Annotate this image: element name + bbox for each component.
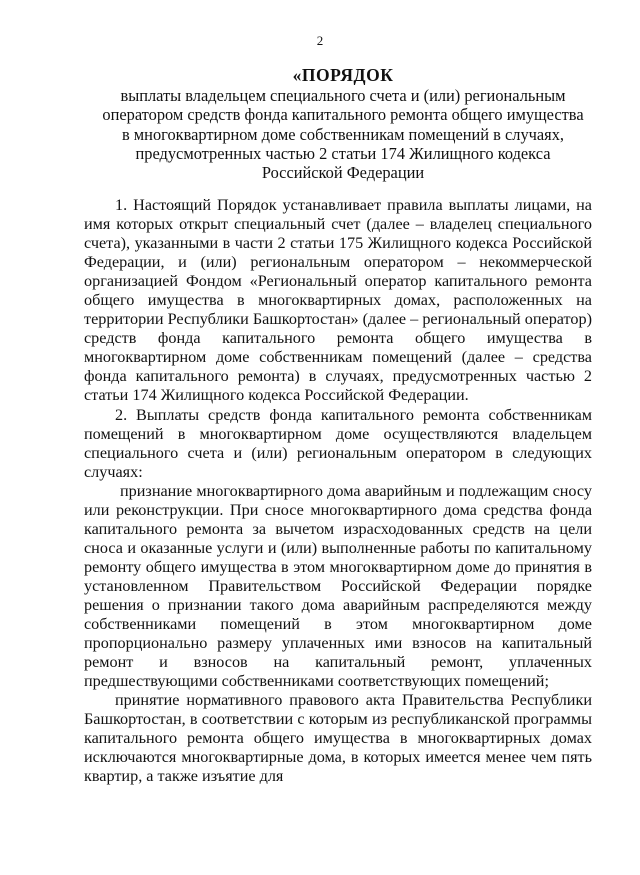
title-line: предусмотренных частью 2 статьи 174 Жилищного кодекса: [135, 143, 551, 163]
paragraph-2: 2. Выплаты средств фонда капитального ремонта собственникам помещений в многоквартирном доме осуществляются владельцем специального счета и (или) региональным оператором в следующих случаях:: [84, 405, 592, 481]
paragraph-case-program-exclusion: принятие нормативного правового акта Правительства Республики Башкортостан, в соответствии с которым из республиканской программы капитального ремонта общего имущества в многоквартирных домах исключаются многоквартирные дома, в которых имеется менее чем пять квартир, а также изъятие для: [84, 691, 592, 786]
page-number: 2: [316, 33, 324, 48]
paragraph-1: 1. Настоящий Порядок устанавливает правила выплаты лицами, на имя которых открыт специальный счет (далее – владелец специального счета), указанными в части 2 статьи 175 Жилищного кодекса Российской Федерации, и (или) региональным оператором – некоммерческой организацией Фондом «Региональный оператор капитального ремонта общего имущества в многоквартирных домах, расположенных на территории Республики Башкортостан» (далее – региональный оператор) средств фонда капитального ремонта общего имущества в многоквартирном доме собственникам помещений (далее – средства фонда капитального ремонта) в случаях, предусмотренных частью 2 статьи 174 Жилищного кодекса Российской Федерации.: [84, 196, 592, 405]
paragraph-case-emergency: признание многоквартирного дома аварийным и подлежащим сносу или реконструкции. При сносе многоквартирного дома средства фонда капитального ремонта за вычетом израсходованных средств на цели сноса и оказанные услуги и (или) выполненные работы по капитальному ремонту общего имущества в этом многоквартирном доме до принятия в установленном Правительством Российской Федерации порядке решения о признании такого дома аварийным распределяются между собственниками помещений в этом многоквартирном доме пропорционально размеру уплаченных ими взносов на капитальный ремонт и взносов на капитальный ремонт, уплаченных предшествующими собственниками соответствующих помещений;: [84, 481, 592, 691]
document-title: [60, 66, 626, 182]
title-line: в многоквартирном доме собственникам помещений в случаях,: [121, 124, 565, 144]
document-body: [84, 196, 592, 786]
title-line: оператором средств фонда капитального ремонта общего имущества: [102, 105, 584, 125]
title-heading: «ПОРЯДОК: [292, 65, 394, 85]
title-line: Российской Федерации: [261, 163, 425, 183]
title-line: выплаты владельцем специального счета и (или) региональным: [120, 86, 566, 106]
